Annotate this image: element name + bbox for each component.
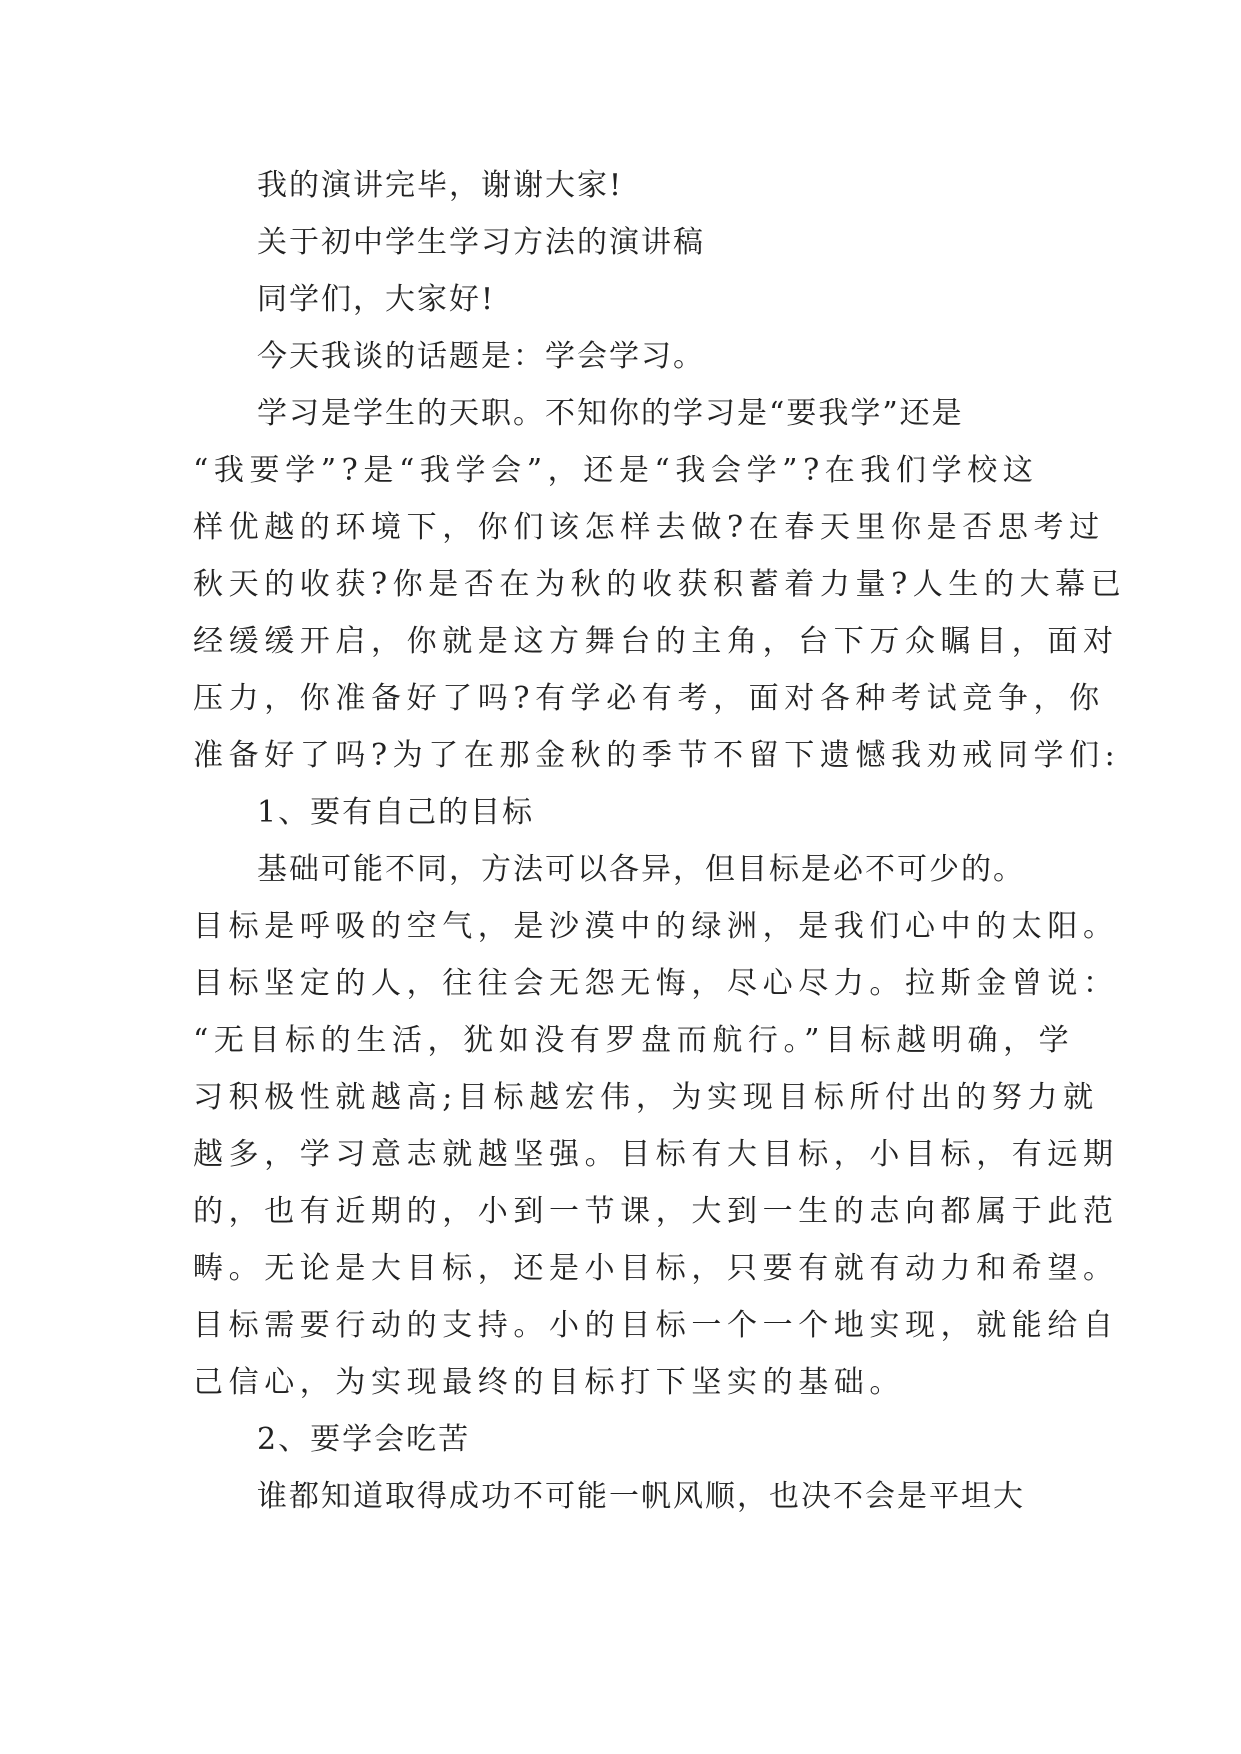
paragraph-line: 己信心，为实现最终的目标打下坚实的基础。 <box>193 1365 905 1400</box>
paragraph-line: 准备好了吗?为了在那金秋的季节不留下遗憾我劝戒同学们: <box>193 738 1121 773</box>
text-line-closing: 我的演讲完毕，谢谢大家! <box>257 168 624 203</box>
speech-title: 关于初中学生学习方法的演讲稿 <box>257 225 705 260</box>
text-line-topic: 今天我谈的话题是：学会学习。 <box>257 339 705 374</box>
paragraph-line: “无目标的生活，犹如没有罗盘而航行。”目标越明确，学 <box>193 1023 1075 1058</box>
paragraph-line: 越多，学习意志就越坚强。目标有大目标，小目标，有远期 <box>193 1137 1119 1172</box>
paragraph-line: 基础可能不同，方法可以各异，但目标是必不可少的。 <box>257 852 1025 887</box>
paragraph-line: 畴。无论是大目标，还是小目标，只要有就有动力和希望。 <box>193 1251 1119 1286</box>
paragraph-line: 样优越的环境下，你们该怎样去做?在春天里你是否思考过 <box>193 510 1105 545</box>
paragraph-line: 目标是呼吸的空气，是沙漠中的绿洲，是我们心中的太阳。 <box>193 909 1119 944</box>
paragraph-line: 目标需要行动的支持。小的目标一个一个地实现，就能给自 <box>193 1308 1119 1343</box>
paragraph-line: 的，也有近期的，小到一节课，大到一生的志向都属于此范 <box>193 1194 1119 1229</box>
text-line-greeting: 同学们，大家好! <box>257 282 496 317</box>
paragraph-line: 经缓缓开启，你就是这方舞台的主角，台下万众瞩目，面对 <box>193 624 1119 659</box>
section-heading-1: 1、要有自己的目标 <box>257 795 535 830</box>
section-heading-2: 2、要学会吃苦 <box>257 1422 471 1457</box>
paragraph-line: 谁都知道取得成功不可能一帆风顺，也决不会是平坦大 <box>257 1479 1025 1514</box>
paragraph-line: 学习是学生的天职。不知你的学习是“要我学”还是 <box>257 396 964 431</box>
paragraph-line: 习积极性就越高;目标越宏伟，为实现目标所付出的努力就 <box>193 1080 1099 1115</box>
paragraph-line: “我要学”?是“我学会”，还是“我会学”?在我们学校这 <box>193 453 1039 488</box>
paragraph-line: 压力，你准备好了吗?有学必有考，面对各种考试竞争，你 <box>193 681 1105 716</box>
paragraph-line: 目标坚定的人，往往会无怨无悔，尽心尽力。拉斯金曾说： <box>193 966 1119 1001</box>
paragraph-line: 秋天的收获?你是否在为秋的收获积蓄着力量?人生的大幕已 <box>193 567 1127 602</box>
